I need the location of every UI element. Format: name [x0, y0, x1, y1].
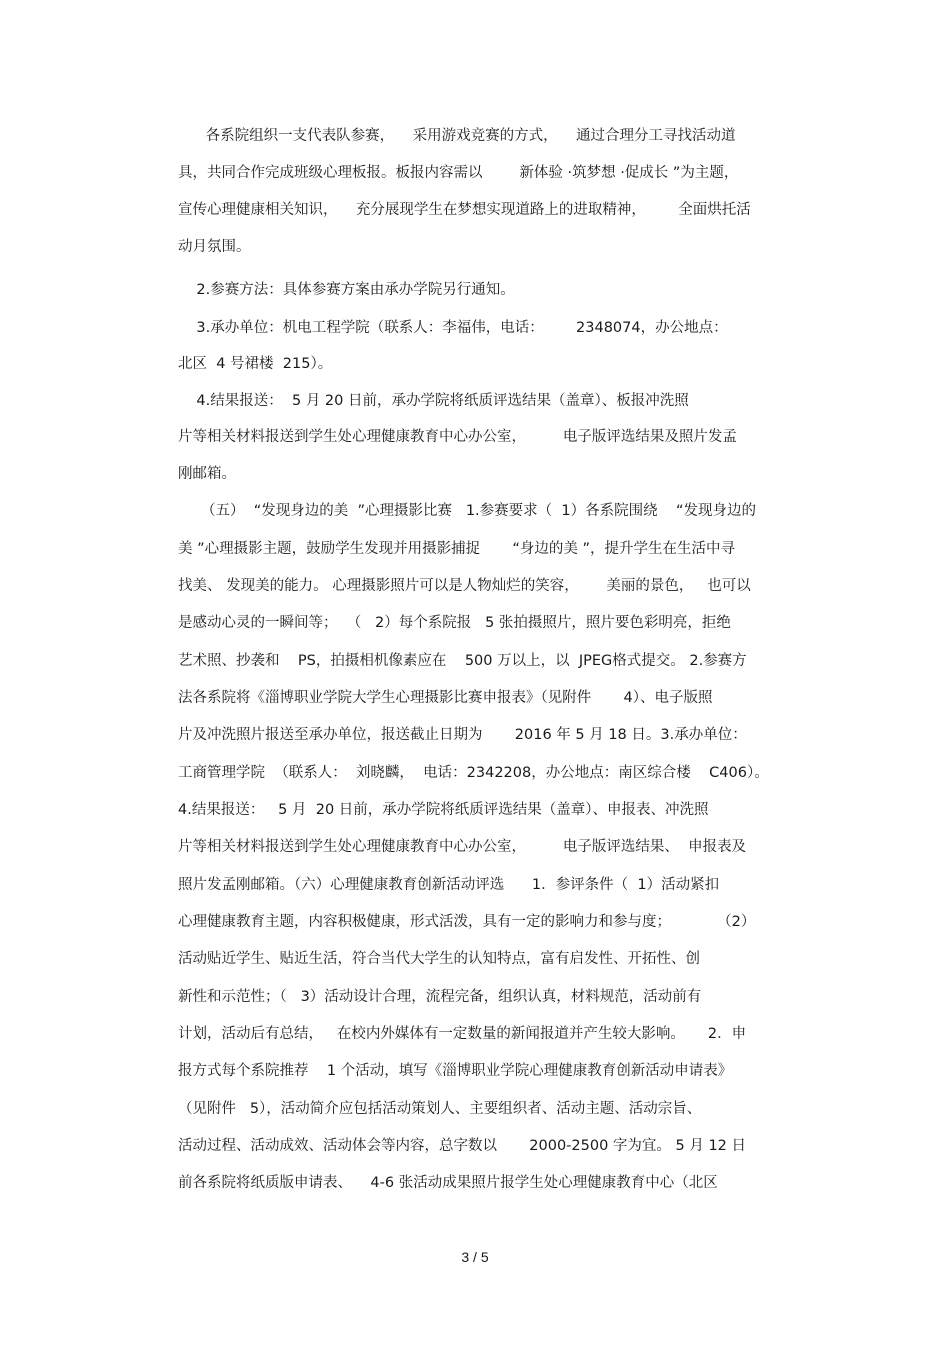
- text-line: 活动贴近学生、贴近生活，符合当代大学生的认知特点，富有启发性、开拓性、创: [178, 951, 700, 967]
- text-line: 心理健康教育主题，内容积极健康，形式活泼，具有一定的影响力和参与度； （2）: [178, 914, 756, 930]
- text-line: 刚邮箱。: [178, 466, 236, 482]
- text-line: 片等相关材料报送到学生处心理健康教育中心办公室， 电子版评选结果及照片发孟: [178, 429, 737, 445]
- text-line: 片及冲洗照片报送至承办单位，报送截止日期为 2016 年 5 月 18 日。3.承办单位：: [178, 727, 747, 743]
- text-line: 照片发孟刚邮箱。（六）心理健康教育创新活动评选 1．参评条件（ 1）活动紧扣: [178, 877, 720, 893]
- text-line: 美 ”心理摄影主题，鼓励学生发现并用摄影捕捉 “身边的美 ”，提升学生在生活中寻: [178, 541, 736, 557]
- text-line: 4.结果报送： 5 月 20 日前，承办学院将纸质评选结果（盖章）、申报表、冲洗照: [178, 802, 709, 818]
- text-line: 2.参赛方法：具体参赛方案由承办学院另行通知。: [178, 282, 515, 298]
- text-line: 是感动心灵的一瞬间等； （ 2）每个系院报 5 张拍摄照片，照片要色彩明亮，拒绝: [178, 615, 731, 631]
- text-line: 各系院组织一支代表队参赛， 采用游戏竞赛的方式， 通过合理分工寻找活动道: [178, 128, 736, 144]
- text-line: 新性和示范性；（ 3）活动设计合理，流程完备，组织认真，材料规范，活动前有: [178, 989, 702, 1005]
- text-line: 片等相关材料报送到学生处心理健康教育中心办公室， 电子版评选结果、 申报表及: [178, 839, 747, 855]
- text-line: 计划，活动后有总结， 在校内外媒体有一定数量的新闻报道并产生较大影响。 2．申: [178, 1026, 747, 1042]
- text-line: 工商管理学院 （联系人： 刘晓麟， 电话：2342208，办公地点：南区综合楼 C406）。: [178, 765, 769, 781]
- text-line: 4.结果报送： 5 月 20 日前，承办学院将纸质评选结果（盖章）、板报冲洗照: [178, 393, 689, 409]
- text-line: （见附件 5），活动简介应包括活动策划人、主要组织者、活动主题、活动宗旨、: [178, 1101, 702, 1117]
- text-line: （五） “发现身边的美 ”心理摄影比赛 1.参赛要求（ 1）各系院围绕 “发现身边的: [178, 503, 757, 519]
- text-line: 前各系院将纸质版申请表、 4-6 张活动成果照片报学生处心理健康教育中心（北区: [178, 1175, 718, 1191]
- text-line: 找美、 发现美的能力。 心理摄影照片可以是人物灿烂的笑容， 美丽的景色， 也可以: [178, 578, 751, 594]
- page-number: 3 / 5: [461, 1249, 489, 1265]
- text-line: 北区 4 号裙楼 215）。: [178, 356, 333, 372]
- text-line: 3.承办单位：机电工程学院（联系人：李福伟，电话： 2348074，办公地点：: [178, 320, 728, 336]
- text-line: 宣传心理健康相关知识， 充分展现学生在梦想实现道路上的进取精神， 全面烘托活: [178, 202, 751, 218]
- text-line: 动月氛围。: [178, 239, 251, 255]
- text-line: 法各系院将《淄博职业学院大学生心理摄影比赛申报表》（见附件 4）、电子版照: [178, 690, 713, 706]
- text-line: 具，共同合作完成班级心理板报。板报内容需以 新体验 ·筑梦想 ·促成长 ”为主题，: [178, 165, 739, 181]
- text-line: 报方式每个系院推荐 1 个活动，填写《淄博职业学院心理健康教育创新活动申请表》: [178, 1063, 733, 1079]
- text-line: 活动过程、活动成效、活动体会等内容，总字数以 2000-2500 字为宜。 5 月 12 日: [178, 1138, 747, 1154]
- text-line: 艺术照、抄袭和 PS，拍摄相机像素应在 500 万以上，以 JPEG格式提交。 2.参赛方: [178, 653, 747, 669]
